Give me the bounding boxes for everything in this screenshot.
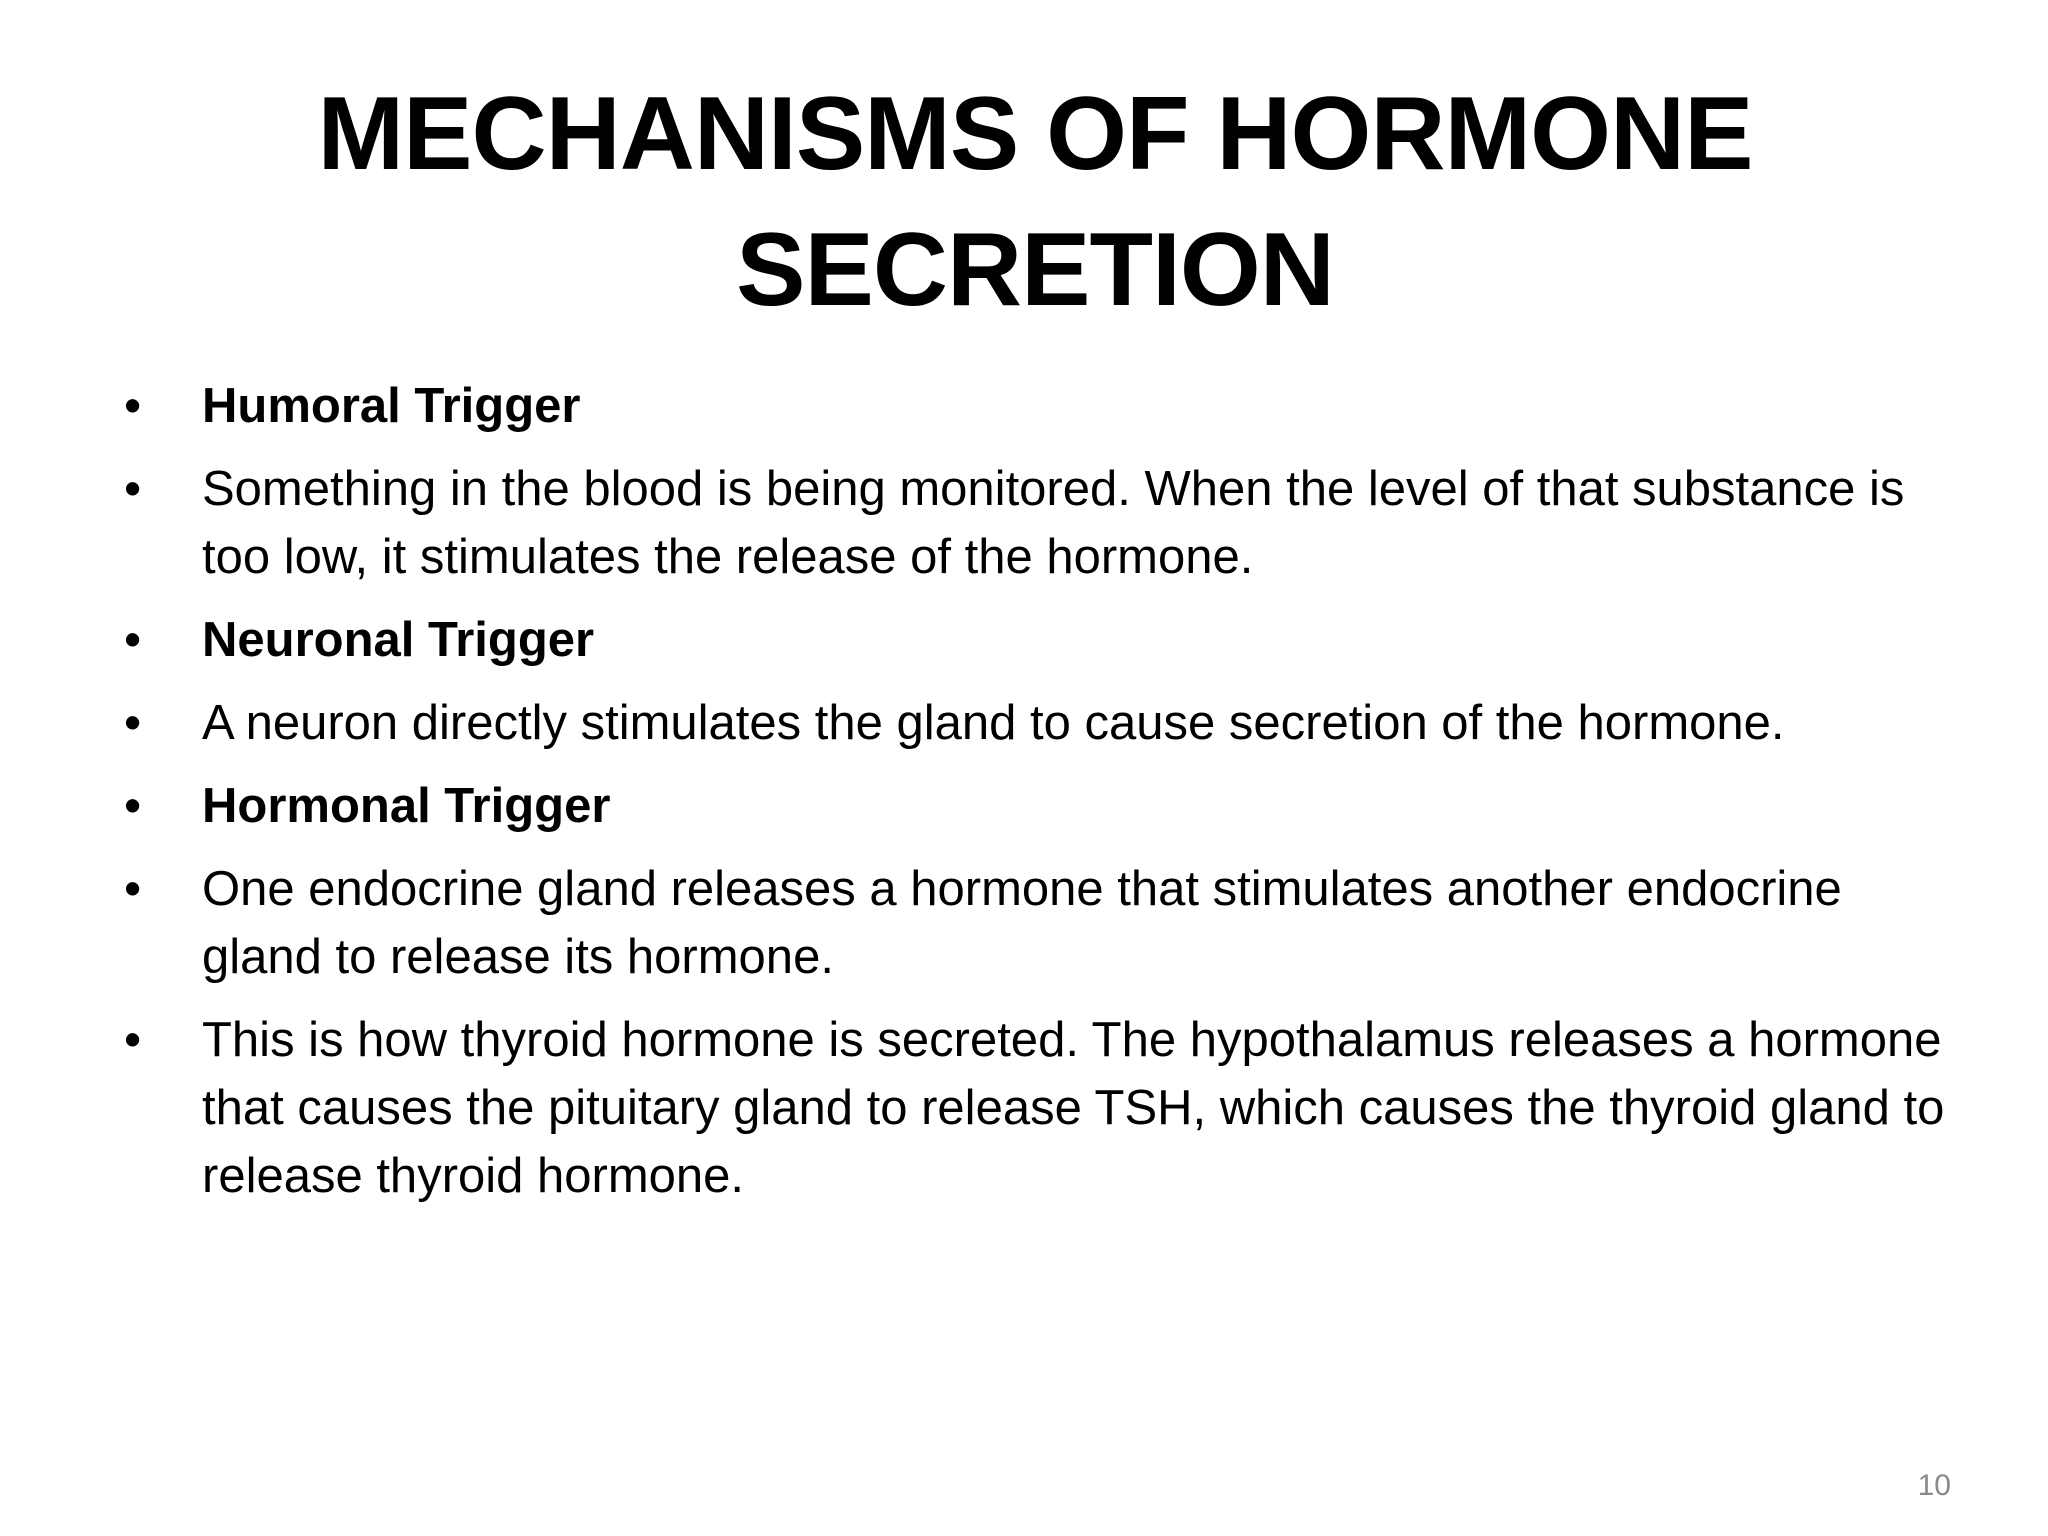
bullet-item-hormonal-description <box>120 855 1960 991</box>
bullet-text: Hormonal Trigger <box>202 779 611 833</box>
slide-title <box>150 66 1920 338</box>
bullet-dot-icon: • <box>124 862 142 916</box>
bullet-item-humoral-trigger <box>120 372 1960 440</box>
bullet-item-thyroid-example <box>120 1006 1960 1210</box>
bullet-text: Neuronal Trigger <box>202 613 595 667</box>
slide-title-line-1: MECHANISMS OF HORMONE <box>317 76 1753 192</box>
bullet-dot-icon: • <box>124 1013 142 1067</box>
bullet-text: One endocrine gland releases a hormone that stimulates another endocrine gland to release its hormone. <box>202 862 1842 984</box>
bullet-text: A neuron directly stimulates the gland to cause secretion of the hormone. <box>202 696 1785 750</box>
bullet-list <box>120 372 1960 1225</box>
bullet-item-humoral-description <box>120 455 1960 591</box>
bullet-dot-icon: • <box>124 696 142 750</box>
page-number: 10 <box>1917 1469 1951 1502</box>
bullet-dot-icon: • <box>124 462 142 516</box>
bullet-text: Humoral Trigger <box>202 379 581 433</box>
bullet-item-neuronal-trigger <box>120 606 1960 674</box>
bullet-dot-icon: • <box>124 779 142 833</box>
bullet-dot-icon: • <box>124 379 142 433</box>
bullet-text: This is how thyroid hormone is secreted. The hypothalamus releases a hormone that causes the pituitary gland to release TSH, which causes the thyroid gland to release thyroid hormone. <box>202 1013 1945 1203</box>
slide-title-line-2: SECRETION <box>736 212 1334 328</box>
bullet-item-neuronal-description <box>120 689 1960 757</box>
bullet-item-hormonal-trigger <box>120 772 1960 840</box>
bullet-dot-icon: • <box>124 613 142 667</box>
bullet-text: Something in the blood is being monitored. When the level of that substance is too low, it stimulates the release of the hormone. <box>202 462 1905 584</box>
